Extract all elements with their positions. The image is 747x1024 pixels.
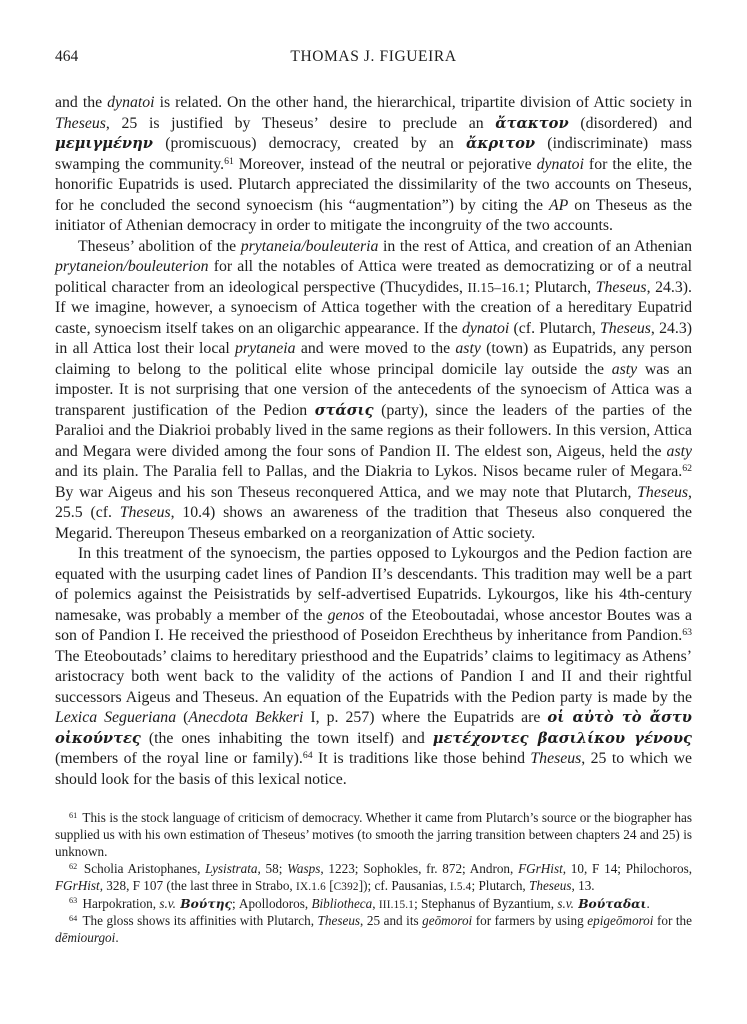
text-run: , 25 and its	[360, 913, 423, 929]
text-run: , 10, F 14; Philochoros,	[562, 860, 692, 876]
running-head: THOMAS J. FIGUEIRA	[290, 48, 457, 65]
text-run: of the Eteoboutadai, whose ancestor Boutes was a son of Pandion I. He received the priesthood of Poseidon Erechtheus by inheritance from Pandion.	[55, 606, 692, 644]
text-run: and were moved to the	[295, 340, 456, 357]
italic-run: Lysistrata	[205, 860, 258, 876]
footnote-ref: 63	[682, 627, 692, 639]
italic-run: Anecdota Bekkeri	[188, 709, 304, 726]
italic-run: asty	[611, 360, 638, 378]
italic-run: dynatoi	[107, 94, 155, 111]
greek-run: μεμιγμένην	[55, 135, 153, 152]
italic-run: prytaneia	[235, 340, 296, 357]
text-run: (indiscriminate) mass swamping the community.	[55, 135, 692, 173]
text-run: , 24.3) in all Attica lost their local	[55, 319, 692, 357]
text-run: Harpokration,	[82, 895, 160, 911]
text-run: [	[325, 877, 334, 893]
italic-run: Lexica Segueriana	[55, 709, 177, 726]
text-run: on Theseus as the initiator of Athenian democracy in order to mitigate the incongruity of the two accounts.	[55, 196, 692, 234]
text-run: (	[176, 709, 189, 726]
footnote-number: 63	[69, 896, 78, 906]
footnote-ref: 61	[224, 155, 234, 167]
italic-run: asty	[455, 340, 481, 357]
italic-run: epigeōmoroi	[587, 913, 654, 929]
italic-run: Theseus	[55, 114, 106, 132]
text-run: Scholia Aristophanes,	[83, 860, 206, 876]
text-run: , 25 is justified by Theseus’ desire to preclude an	[105, 114, 496, 132]
body-paragraph	[55, 544, 692, 790]
text-run: Theseus’ abolition of the	[78, 237, 241, 255]
text-run: , 25 to which we should look for the basis of this lexical notice.	[55, 750, 692, 788]
body-paragraph	[55, 93, 692, 237]
text-run: (cf. Plutarch,	[509, 319, 601, 337]
greek-run: Βούταδαι	[573, 895, 647, 911]
text-block	[55, 48, 692, 947]
text-run: (the ones inhabiting the town itself) and	[140, 729, 433, 747]
italic-run: Theseus	[119, 504, 171, 521]
text-run: , 58;	[257, 860, 288, 876]
text-run: This is the stock language of criticism of democracy. Whether it came from Plutarch’s source or the biographer has supplied us with his own estimation of Theseus’ motives (to smooth the jarring transition between chapters 24 and 25) is unknown.	[55, 810, 692, 859]
body-text	[55, 93, 692, 790]
text-run: .	[646, 895, 650, 911]
italic-run: s.v.	[557, 895, 574, 911]
small-caps-run: II.15–16.1	[467, 279, 526, 295]
text-run: ]); cf. Pausanias,	[358, 877, 450, 893]
text-run: in the rest of Attica, and creation of an Athenian	[378, 237, 692, 255]
italic-run: dēmiourgoi	[55, 930, 116, 946]
text-run: Moreover, instead of the neutral or pejorative	[233, 155, 537, 173]
text-run: , 13.	[571, 877, 595, 893]
footnote	[55, 861, 692, 896]
text-run: ; Plutarch,	[525, 278, 596, 296]
small-caps-run: I.5.4	[449, 880, 472, 893]
small-caps-run: IX.1.6	[296, 880, 326, 893]
italic-run: FGrHist	[518, 860, 563, 876]
text-run: is related. On the other hand, the hierarchical, tripartite division of Attic society in	[154, 94, 692, 111]
text-run: .	[115, 930, 119, 946]
italic-run: AP	[549, 196, 569, 214]
italic-run: dynatoi	[536, 155, 584, 173]
text-run: , 25.5 (cf.	[55, 483, 692, 521]
text-run: was an imposter. It is not surprising that one version of the antecedents of the synoecism of Attica was a transparent justification of the Pedion	[55, 360, 692, 419]
greek-run: οἱ αὐτὸ τὸ ἄστυ οἰκούντες	[55, 709, 692, 747]
greek-run: μετέχοντες βασιλίκου γένους	[432, 729, 692, 747]
italic-run: prytaneia/bouleuteria	[240, 237, 379, 255]
text-run: , 24.3). If we imagine, however, a synoecism of Attica together with the creation of a hereditary Eupatrid caste, synoecism itself takes on an oligarchic appearance. If the	[55, 278, 692, 337]
italic-run: genos	[327, 606, 365, 624]
footnote-ref: 64	[302, 750, 313, 762]
text-run: and its plain. The Paralia fell to Pallas, and the Diakria to Lykos. Nisos became ruler of Megara.	[55, 463, 683, 480]
text-run: , 328, F 107 (the last three in Strabo,	[99, 877, 297, 893]
greek-run: στάσις	[314, 401, 374, 419]
text-run: (town) as Eupatrids, any person claiming to belong to the political elite whose principal domicile lay outside the	[55, 340, 693, 378]
italic-run: s.v.	[159, 895, 176, 911]
text-run: (disordered) and	[568, 114, 692, 132]
footnote-number: 64	[69, 914, 78, 924]
text-run: ; Plutarch,	[471, 877, 530, 893]
text-run: (promiscuous) democracy, created by an	[152, 135, 467, 152]
text-run: By war Aigeus and his son Theseus reconquered Attica, and we may note that Plutarch,	[55, 483, 638, 501]
body-paragraph	[55, 237, 692, 545]
italic-run: Theseus	[600, 319, 651, 337]
page-header	[55, 48, 692, 68]
small-caps-run: C392	[333, 880, 359, 893]
italic-run: geōmoroi	[422, 913, 473, 929]
footnote	[55, 810, 692, 861]
text-run: and the	[55, 94, 108, 111]
italic-run: Theseus	[317, 913, 361, 929]
italic-run: Theseus	[637, 483, 689, 501]
text-run: for the elite, the honorific Eupatrids is used. Plutarch appreciated the dissimilarity of the two accounts on Theseus, for he concluded the second synoecism (his “augmentation”) by citing the	[55, 155, 692, 214]
text-run: I, p. 257) where the Eupatrids are	[303, 709, 548, 726]
text-run: ,	[372, 895, 379, 911]
greek-run: ἄκριτον	[466, 135, 536, 152]
footnote-number: 62	[69, 861, 78, 871]
text-run: , 1223; Sophokles, fr. 872; Andron,	[320, 860, 519, 876]
text-run: It is traditions like those behind	[312, 750, 531, 767]
footnotes-section	[55, 810, 692, 947]
footnote-number: 61	[69, 810, 78, 820]
italic-run: Theseus	[529, 877, 572, 893]
text-run: for all the notables of Attica were treated as democratizing or of a neutral political character from an ideological perspective (Thucydides,	[55, 258, 692, 296]
italic-run: FGrHist	[55, 877, 100, 893]
greek-run: Βούτης	[175, 895, 232, 911]
text-run: (party), since the leaders of the parties of the Paralioi and the Diakrioi probably lived in the same regions as their followers. In this version, Attica and Megara were divided among the four sons of Pandion II. The eldest son, Aigeus, held the	[55, 401, 692, 460]
footnote	[55, 913, 692, 947]
text-run: for farmers by using	[472, 913, 588, 929]
text-run: In this treatment of the synoecism, the parties opposed to Lykourgos and the Pedion faction are equated with the usurping cadet lines of Pandion II’s descendants. This tradition may well be a part of polemics against the Peisistratids by self-advertised Eupatrids. Lykourgos, like his 4th-century namesake, was probably a member of the	[55, 545, 692, 624]
footnote	[55, 896, 692, 914]
page-number: 464	[55, 48, 79, 65]
text-run: The gloss shows its affinities with Plutarch,	[82, 913, 318, 929]
text-run: ; Apollodoros,	[231, 895, 312, 911]
footnote-ref: 62	[682, 463, 692, 475]
italic-run: Bibliotheca	[311, 895, 373, 911]
small-caps-run: III.15.1	[378, 898, 415, 911]
text-run: for the	[653, 913, 692, 929]
text-run: (members of the royal line or family).	[55, 750, 303, 767]
text-run: , 10.4) shows an awareness of the tradition that Theseus also conquered the Megarid. Thereupon Theseus embarked on a reorganization of Attic society.	[55, 504, 692, 542]
text-run: ; Stephanus of Byzantium,	[414, 895, 558, 911]
italic-run: dynatoi	[461, 319, 510, 337]
italic-run: Theseus	[530, 750, 582, 767]
italic-run: prytaneion/bouleuterion	[55, 258, 209, 275]
greek-run: ἄτακτον	[495, 114, 569, 132]
italic-run: asty	[666, 442, 692, 460]
italic-run: Wasps	[287, 860, 321, 876]
italic-run: Theseus	[595, 278, 647, 296]
text-run: The Eteoboutads’ claims to hereditary priesthood and the Eupatrids’ claims to legitimacy as Athens’ aristocracy both went back to the validity of the actions of Pandion I and II and their rightful successors Aigeus and Theseus. An equation of the Eupatrids with the Pedion party is made by the	[55, 647, 692, 706]
